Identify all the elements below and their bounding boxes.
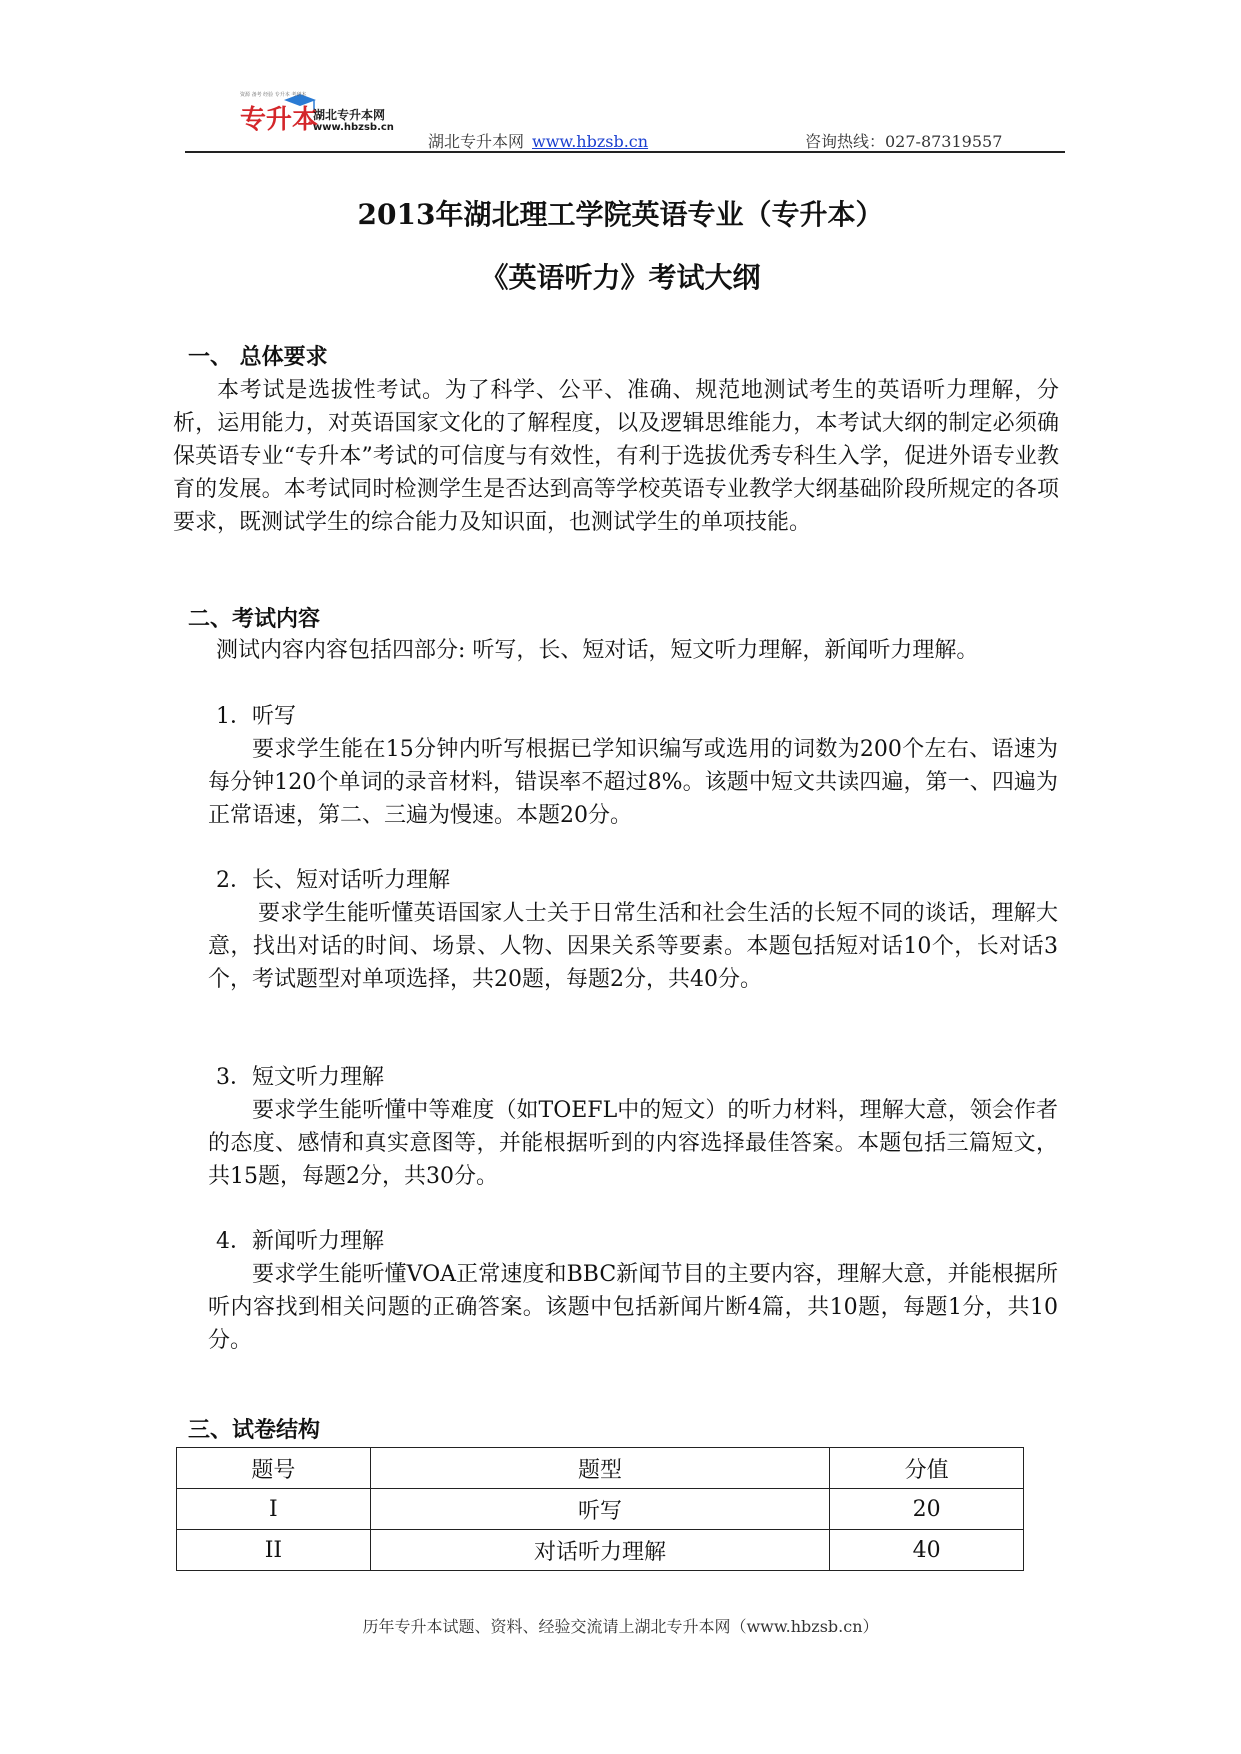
header-site [428,129,648,152]
section-1-heading: 一、 总体要求 [188,344,328,370]
table-header-row [177,1448,1024,1489]
section-2-heading: 二、考试内容 [188,606,321,632]
page-footer: 历年专升本试题、资料、经验交流请上湖北专升本网（www.hbzsb.cn） [362,1617,879,1636]
table-cell: II [177,1530,371,1571]
item-1-title: 1．听写 [216,704,296,729]
table-row [177,1530,1024,1571]
header-site-link[interactable]: www.hbzsb.cn [532,132,649,151]
section-1-body [173,374,1059,539]
item-3-title: 3．短文听力理解 [216,1065,384,1090]
table-cell: 40 [830,1530,1024,1571]
header-divider [185,151,1065,153]
logo-text: 专升本 [240,105,319,135]
table-cell: 听写 [370,1489,829,1530]
item-3-body: 要求学生能听懂中等难度（如TOEFL中的短文）的听力材料，理解大意，领会作者的态度、感情和真实意图等，并能根据听到的内容选择最佳答案。本题包括三篇短文，共15题，每题2分，共30分。 [208,1098,1058,1189]
item-4-title: 4．新闻听力理解 [216,1229,384,1254]
item-4-body: 要求学生能听懂VOA正常速度和BBC新闻节目的主要内容，理解大意，并能根据所听内容找到相关问题的正确答案。该题中包括新闻片断4篇，共10题，每题1分，共10分。 [208,1262,1058,1353]
item-1-body: 要求学生能在15分钟内听写根据已学知识编写或选用的词数为200个左右、语速为每分钟120个单词的录音材料，错误率不超过8%。该题中短文共读四遍，第一、四遍为正常语速，第二、三遍为慢速。本题20分。 [208,737,1058,828]
header-site-label: 湖北专升本网 [428,132,525,151]
logo-slogan: 资源 备考 经验 专升本 考研本 [240,92,307,98]
table-header-cell: 分值 [830,1448,1024,1489]
header-hotline: 咨询热线：027-87319557 [805,132,1003,151]
table-cell: I [177,1489,371,1530]
logo-brand: 湖北专升本网 [313,108,386,122]
table-cell: 对话听力理解 [370,1530,829,1571]
doc-title-line2: 《英语听力》考试大纲 [480,261,761,294]
doc-title-line1: 2013年湖北理工学院英语专业（专升本） [357,198,884,231]
item-2-body: 要求学生能听懂英语国家人士关于日常生活和社会生活的长短不同的谈话，理解大意，找出对话的时间、场景、人物、因果关系等要素。本题包括短对话10个，长对话3个，考试题型对单项选择，共20题，每题2分，共40分。 [208,901,1058,992]
table-cell: 20 [830,1489,1024,1530]
table-row [177,1489,1024,1530]
logo-domain: www.hbzsb.cn [313,122,394,133]
section-3-heading: 三、试卷结构 [188,1417,321,1443]
table-header-cell: 题号 [177,1448,371,1489]
section-2-intro: 测试内容内容包括四部分: 听写，长、短对话，短文听力理解，新闻听力理解。 [216,638,979,663]
item-2-title: 2．长、短对话听力理解 [216,868,450,893]
table-header-cell: 题型 [370,1448,829,1489]
section-1-text: 本考试是选拔性考试。为了科学、公平、准确、规范地测试考生的英语听力理解，分析，运用能力，对英语国家文化的了解程度，以及逻辑思维能力，本考试大纲的制定必须确保英语专业“专升本”考试的可信度与有效性，有利于选拔优秀专科生入学，促进外语专业教育的发展。本考试同时检测学生是否达到高等学校英语专业教学大纲基础阶段所规定的各项要求，既测试学生的综合能力及知识面，也测试学生的单项技能。 [173,378,1059,535]
exam-structure-table [176,1447,1024,1571]
